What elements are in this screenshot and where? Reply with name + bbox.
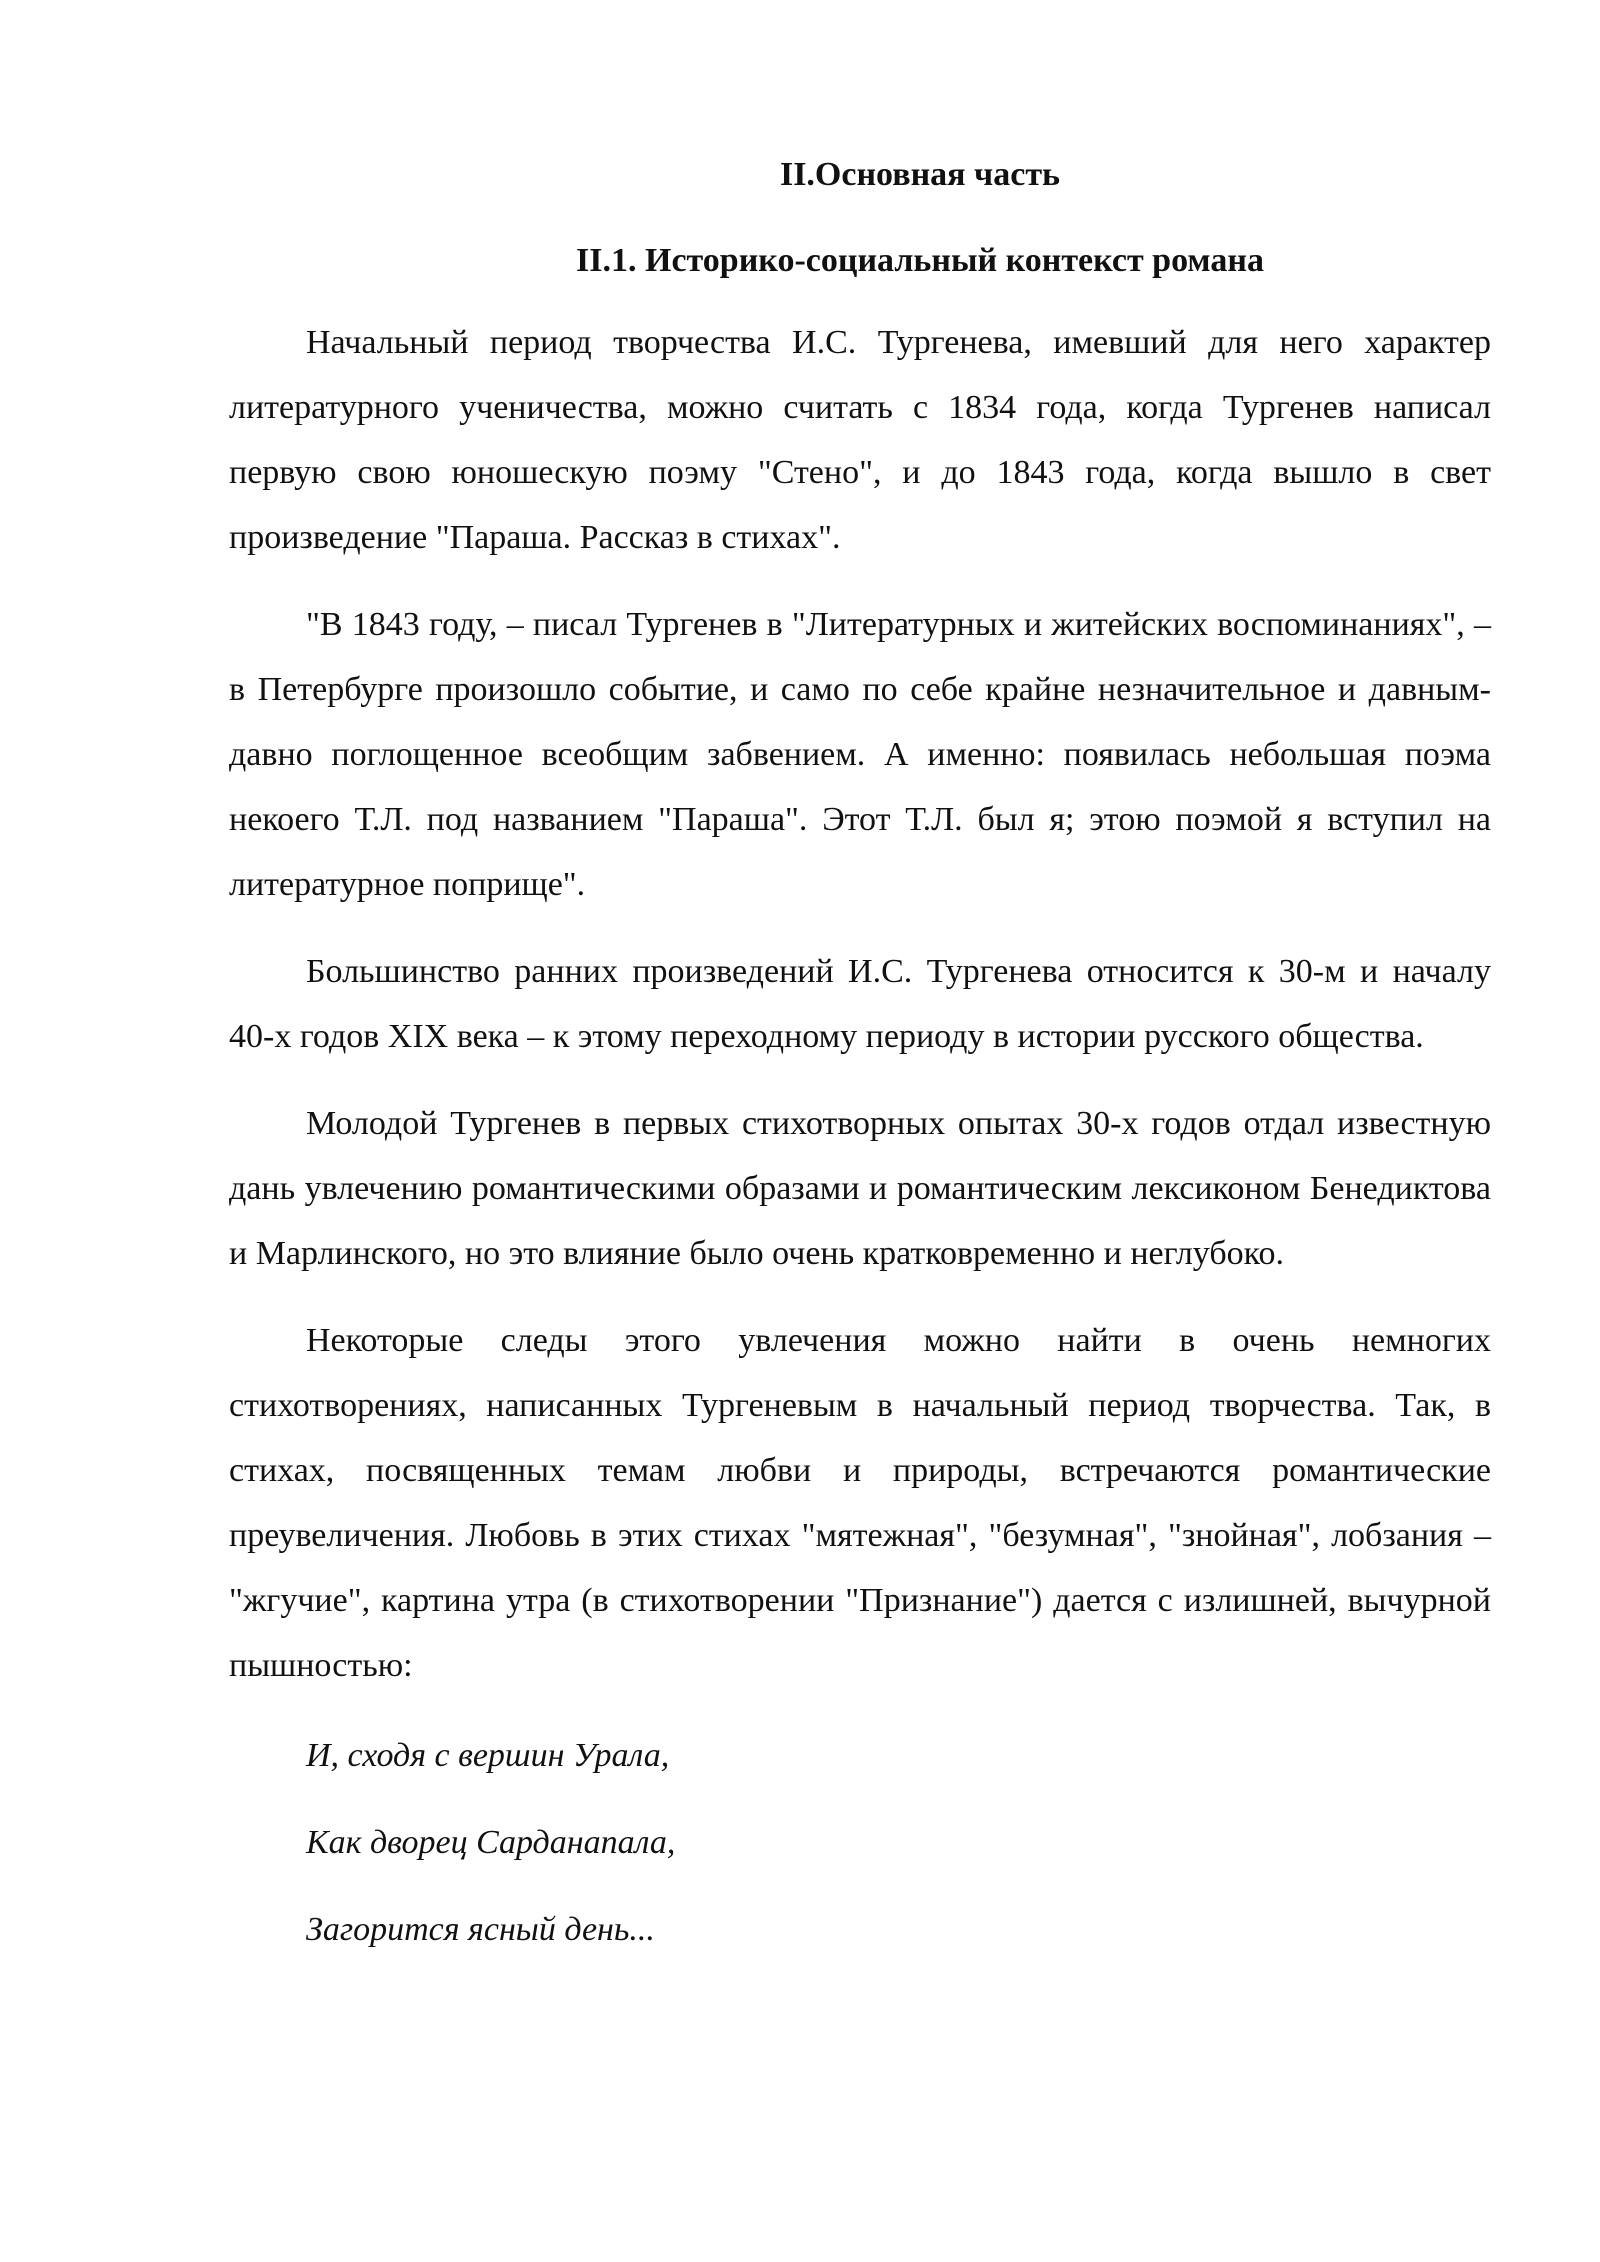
body-text <box>229 310 1491 1698</box>
subsection-heading: II.1. Историко-социальный контекст романа <box>576 242 1264 279</box>
paragraph: "В 1843 году, – писал Тургенев в "Литературных и житейских воспоминаниях", – в Петербурге произошло событие, и само по себе крайне незначительное и давным-давно поглощенное всеобщим забвением. А именно: появилась небольшая поэма некоего Т.Л. под названием "Параша". Этот Т.Л. был я; этою поэмой я вступил на литературное поприще". <box>229 606 1491 903</box>
verse-quote <box>229 1734 1491 1952</box>
document-page <box>229 150 1491 1995</box>
paragraph: Большинство ранних произведений И.С. Тургенева относится к 30-м и началу 40-х годов XIX века – к этому переходному периоду в истории русского общества. <box>229 953 1491 1055</box>
paragraph: Начальный период творчества И.С. Тургенева, имевший для него характер литературного ученичества, можно считать с 1834 года, когда Тургенев написал первую свою юношескую поэму "Стено", и до 1843 года, когда вышло в свет произведение "Параша. Рассказ в стихах". <box>229 324 1491 556</box>
verse-line: Загорится ясный день... <box>306 1911 655 1948</box>
paragraph: Некоторые следы этого увлечения можно найти в очень немногих стихотворениях, написанных Тургеневым в начальный период творчества. Так, в стихах, посвященных темам любви и природы, встречаются романтические преувеличения. Любовь в этих стихах "мятежная", "безумная", "знойная", лобзания – "жгучие", картина утра (в стихотворении "Признание") дается с излишней, вычурной пышностью: <box>229 1322 1491 1684</box>
section-heading: II.Основная часть <box>779 156 1061 193</box>
verse-line: Как дворец Сарданапала, <box>306 1824 676 1861</box>
paragraph: Молодой Тургенев в первых стихотворных опытах 30-х годов отдал известную дань увлечению романтическими образами и романтическим лексиконом Бенедиктова и Марлинского, но это влияние было очень кратковременно и неглубоко. <box>229 1105 1491 1272</box>
verse-line: И, сходя с вершин Урала, <box>306 1737 670 1774</box>
